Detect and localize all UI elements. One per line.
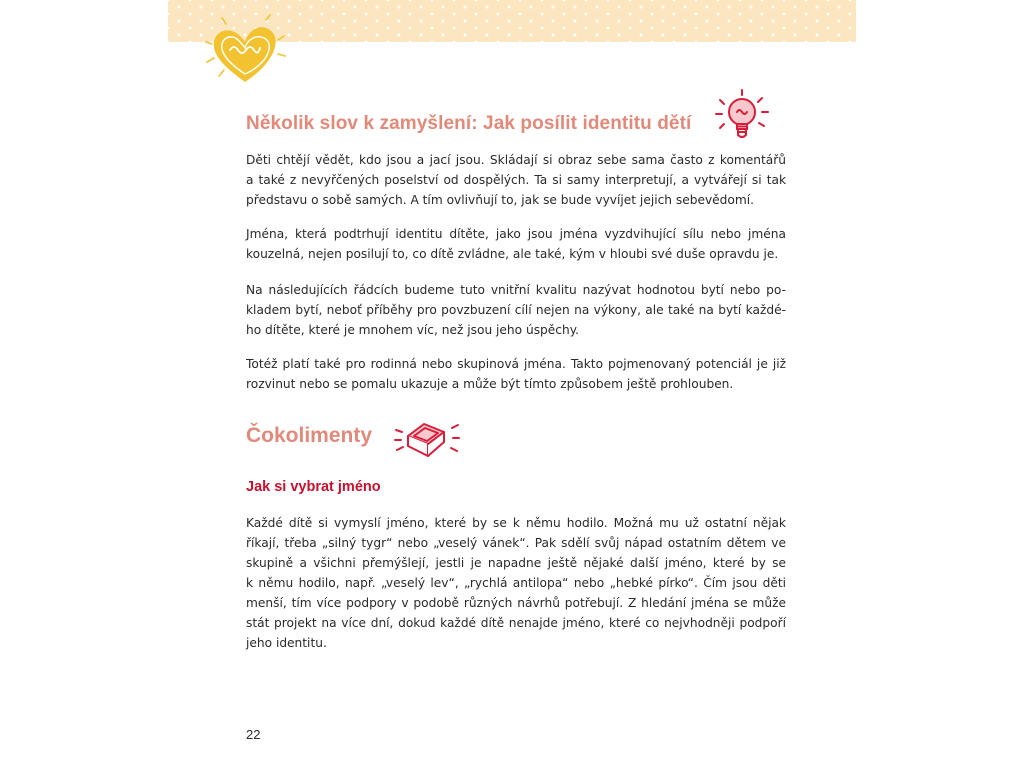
text-line: Jména, která podtrhují identitu dítěte, jako jsou jména vyzdvihující sílu nebo jména — [246, 227, 786, 241]
text-line: a také z nevyřčených poselství od dospělých. Ta si samy interpretují, a vytvářejí si tak — [246, 173, 786, 187]
heart-logo-icon — [204, 14, 286, 90]
paragraph-4 — [246, 354, 786, 394]
sub-heading: Jak si vybrat jméno — [246, 479, 381, 495]
text-line: Děti chtějí vědět, kdo jsou a jací jsou. Skládají si obraz sebe sama často z komentářů — [246, 153, 786, 167]
section-heading-chocolate: Čokolimenty — [246, 424, 373, 447]
text-line: stát projekt na více dní, dokud každé dítě nenajde jméno, které co nejvhodněji podpoří — [246, 616, 786, 630]
text-line: říkají, třeba „silný tygr“ nebo „veselý vánek“. Pak sdělí svůj nápad ostatním dětem ve — [246, 536, 786, 550]
lightbulb-icon — [712, 88, 772, 148]
paragraph-1 — [246, 150, 786, 210]
text-line: ho dítěte, které je mnohem víc, než jsou jeho úspěchy. — [246, 323, 580, 337]
text-line: k němu hodilo, např. „veselý lev“, „rychlá antilopa“ nebo „hebké pírko“. Čím jsou děti — [246, 576, 786, 590]
book-page — [168, 0, 856, 768]
paragraph-2 — [246, 224, 786, 264]
text-line: rozvinut nebo se pomalu ukazuje a může být tímto způsobem ještě prohlouben. — [246, 377, 734, 391]
text-line: Totéž platí také pro rodinná nebo skupinová jména. Takto pojmenovaný potenciál je již — [246, 357, 786, 371]
paragraph-3 — [246, 280, 786, 340]
text-line: kouzelná, nejen posilují to, co dítě zvládne, ale také, kým v hloubi své duše opravdu je. — [246, 247, 779, 261]
text-line: jeho identitu. — [246, 636, 327, 650]
text-line: Každé dítě si vymyslí jméno, které by se k němu hodilo. Možná mu už ostatní nějak — [246, 516, 786, 530]
text-line: menší, tím více podpory v podobě různých návrhů potřebují. Z hledání jména se může — [246, 596, 786, 610]
page-number: 22 — [246, 727, 261, 742]
text-line: skupině a všichni přemýšlejí, jestli je napadne ještě nějaké další jméno, které by se — [246, 556, 786, 570]
text-line: kladem bytí, neboť příběhy pro povzbuzení cílí nejen na výkony, ale také na bytí každé- — [246, 303, 786, 317]
chocolate-box-icon — [394, 416, 460, 460]
text-line: Na následujících řádcích budeme tuto vnitřní kvalitu nazývat hodnotou bytí nebo po- — [246, 283, 786, 297]
section-heading: Několik slov k zamyšlení: Jak posílit identitu dětí — [246, 113, 692, 134]
paragraph-5 — [246, 513, 786, 653]
text-line: představu o sobě samých. A tím ovlivňují to, jak se bude vyvíjet jejich sebevědomí. — [246, 193, 755, 207]
